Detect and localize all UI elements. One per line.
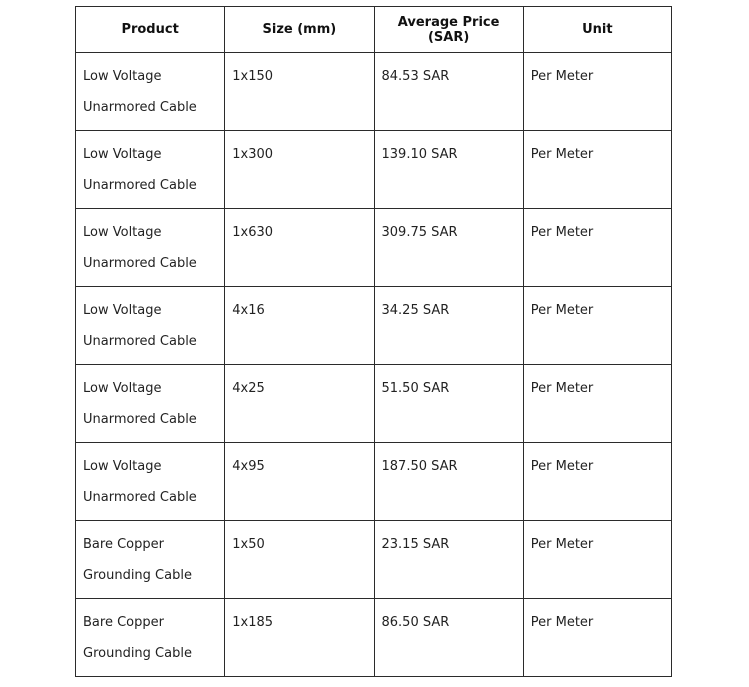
- cell-price: 84.53 SAR: [374, 53, 523, 131]
- cell-unit: Per Meter: [523, 599, 671, 677]
- product-line-1: Low Voltage: [83, 459, 162, 474]
- cell-price: 51.50 SAR: [374, 365, 523, 443]
- cell-unit: Per Meter: [523, 365, 671, 443]
- cell-size: 1x50: [225, 521, 374, 599]
- cell-product: [76, 53, 225, 131]
- cell-product: [76, 365, 225, 443]
- product-line-1: Low Voltage: [83, 69, 162, 84]
- cell-product: [76, 521, 225, 599]
- cell-price: 23.15 SAR: [374, 521, 523, 599]
- cell-size: 4x25: [225, 365, 374, 443]
- cell-price: 309.75 SAR: [374, 209, 523, 287]
- product-line-1: Bare Copper: [83, 615, 164, 630]
- header-unit: Unit: [523, 7, 671, 53]
- table-row: [76, 443, 672, 521]
- product-line-2: Unarmored Cable: [83, 256, 197, 271]
- cell-size: 1x185: [225, 599, 374, 677]
- product-line-2: Grounding Cable: [83, 646, 192, 661]
- product-line-2: Unarmored Cable: [83, 490, 197, 505]
- cell-size: 4x95: [225, 443, 374, 521]
- cell-product: [76, 209, 225, 287]
- product-line-2: Unarmored Cable: [83, 178, 197, 193]
- header-price: Average Price (SAR): [374, 7, 523, 53]
- cell-size: 1x300: [225, 131, 374, 209]
- cell-size: 4x16: [225, 287, 374, 365]
- cell-unit: Per Meter: [523, 131, 671, 209]
- cell-price: 139.10 SAR: [374, 131, 523, 209]
- header-product: Product: [76, 7, 225, 53]
- product-line-1: Low Voltage: [83, 381, 162, 396]
- cell-unit: Per Meter: [523, 443, 671, 521]
- product-line-1: Low Voltage: [83, 225, 162, 240]
- table-row: [76, 209, 672, 287]
- table-row: [76, 521, 672, 599]
- cell-product: [76, 287, 225, 365]
- header-size: Size (mm): [225, 7, 374, 53]
- cell-product: [76, 443, 225, 521]
- product-line-2: Unarmored Cable: [83, 334, 197, 349]
- product-line-2: Unarmored Cable: [83, 412, 197, 427]
- table-header-row: [76, 7, 672, 53]
- price-table: [75, 6, 672, 677]
- cell-price: 86.50 SAR: [374, 599, 523, 677]
- product-line-2: Unarmored Cable: [83, 100, 197, 115]
- cell-size: 1x630: [225, 209, 374, 287]
- table-row: [76, 599, 672, 677]
- table-row: [76, 287, 672, 365]
- product-line-1: Low Voltage: [83, 147, 162, 162]
- table-row: [76, 365, 672, 443]
- cell-unit: Per Meter: [523, 53, 671, 131]
- product-line-2: Grounding Cable: [83, 568, 192, 583]
- cell-unit: Per Meter: [523, 209, 671, 287]
- cell-unit: Per Meter: [523, 521, 671, 599]
- product-line-1: Low Voltage: [83, 303, 162, 318]
- cell-price: 187.50 SAR: [374, 443, 523, 521]
- cell-unit: Per Meter: [523, 287, 671, 365]
- cell-size: 1x150: [225, 53, 374, 131]
- cell-product: [76, 131, 225, 209]
- table-row: [76, 53, 672, 131]
- cell-price: 34.25 SAR: [374, 287, 523, 365]
- table-row: [76, 131, 672, 209]
- product-line-1: Bare Copper: [83, 537, 164, 552]
- cell-product: [76, 599, 225, 677]
